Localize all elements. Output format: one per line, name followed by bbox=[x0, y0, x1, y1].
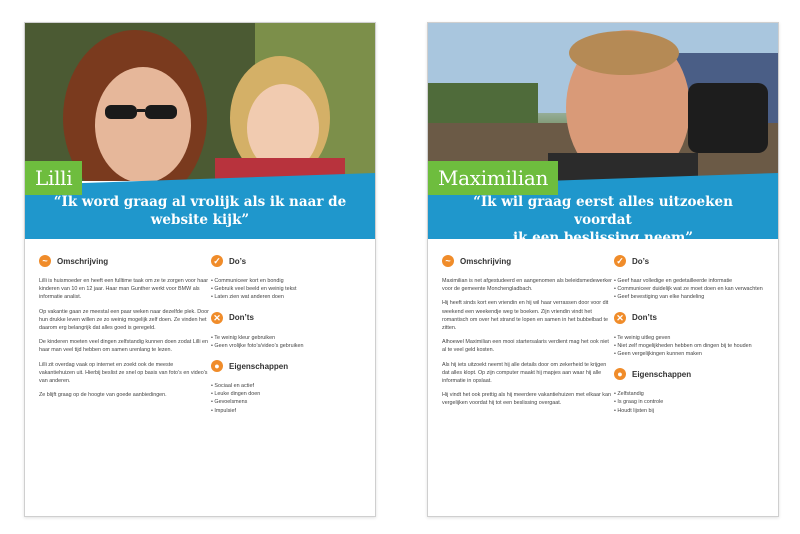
omschrijving-title: Omschrijving bbox=[57, 256, 109, 266]
traits-column bbox=[614, 255, 766, 425]
list-item: • Te weinig kleur gebruiken bbox=[211, 334, 363, 342]
list-item: • Geef haar volledige en gedetailleerde informatie bbox=[614, 277, 766, 285]
description-paragraph: Maximilian is net afgestudeerd en aangenomen als beleidsmedewerker voor de gemeente Monchengladbach. bbox=[442, 278, 612, 293]
photo-illustration bbox=[25, 23, 375, 181]
eigenschappen-list bbox=[211, 382, 363, 415]
list-item: • Geen vergelijkingen kunnen maken bbox=[614, 350, 766, 358]
quote-line-1: “Ik wil graag eerst alles uitzoeken voordat bbox=[473, 194, 733, 228]
description-paragraph: Ze blijft graag op de hoogte van goede aanbiedingen. bbox=[39, 392, 167, 399]
dos-list bbox=[614, 277, 766, 302]
donts-title: Don’ts bbox=[632, 313, 657, 323]
list-item: • Te weinig uitleg geven bbox=[614, 334, 766, 342]
check-icon: ✓ bbox=[211, 255, 223, 267]
persona-photo bbox=[428, 23, 778, 181]
description-paragraph: Alhoewel Maximilian een mooi startersalaris verdient mag het ook niet al te veel geld kosten. bbox=[442, 339, 609, 354]
omschrijving-title: Omschrijving bbox=[460, 256, 512, 266]
quote-line-1: “Ik word graag al vrolijk als ik naar de bbox=[53, 194, 347, 210]
list-item: • Geef bevestiging van elke handeling bbox=[614, 293, 766, 301]
description-paragraph: De kinderen moeten veel dingen zelfstandig kunnen doen zodat Lilli en haar man veel tijd hebben om samen urenlang te lezen. bbox=[39, 339, 209, 354]
dos-title: Do’s bbox=[632, 256, 650, 266]
donts-title: Don’ts bbox=[229, 313, 254, 323]
description-paragraph: Hij vindt het ook prettig als hij meerdere vakantiehuizen met elkaar kan vergelijken voordat hij tot een beslissing overgaat. bbox=[442, 392, 611, 407]
description-paragraph: Lilli zit overdag vaak op internet en zoekt ook de meeste vakantiehuizen uit. Hierbij beslist ze snel op basis van foto’s en video’s van anderen. bbox=[39, 361, 208, 385]
omschrijving-section bbox=[39, 255, 209, 405]
quote-line-2: website kijk” bbox=[150, 212, 250, 228]
list-item: • Gevoelsmens bbox=[211, 398, 363, 406]
description-paragraph: Als hij iets uitzoekt neemt hij alle details door om zekerheid te krijgen dat alles klopt. Op zijn computer maakt hij mapjes aan waar hij alle informatie in opslaat. bbox=[442, 361, 607, 385]
list-item: • Communiceer duidelijk wat ze moet doen en kan verwachten bbox=[614, 285, 766, 293]
list-item: • Geen vrolijke foto’s/video’s gebruiken bbox=[211, 342, 363, 350]
list-item: • Is graag in controle bbox=[614, 398, 766, 406]
list-item: • Leuke dingen doen bbox=[211, 390, 363, 398]
dos-title: Do’s bbox=[229, 256, 247, 266]
speech-icon: ~ bbox=[39, 255, 51, 267]
list-item: • Houdt lijsten bij bbox=[614, 407, 766, 415]
list-item: • Niet zelf mogelijkheden hebben om dingen bij te houden bbox=[614, 342, 766, 350]
list-item: • Sociaal en actief bbox=[211, 382, 363, 390]
persona-name: Maximilian bbox=[428, 161, 558, 195]
donts-list bbox=[211, 334, 363, 350]
person-icon: ● bbox=[614, 368, 626, 380]
persona-name: Lilli bbox=[25, 161, 82, 195]
list-item: • Laten zien wat anderen doen bbox=[211, 293, 363, 301]
persona-card-maximilian bbox=[427, 22, 779, 517]
quote-line-2: ik een beslissing neem” bbox=[512, 230, 694, 246]
persona-card-lilli bbox=[24, 22, 376, 517]
list-item: • Communiceer kort en bondig bbox=[211, 277, 363, 285]
persona-quote bbox=[448, 193, 758, 247]
dos-list bbox=[211, 277, 363, 302]
eigenschappen-list bbox=[614, 390, 766, 415]
list-item: • Zelfstandig bbox=[614, 390, 766, 398]
list-item: • Gebruik veel beeld en weinig tekst bbox=[211, 285, 363, 293]
person-icon: ● bbox=[211, 360, 223, 372]
photo-illustration bbox=[428, 23, 778, 181]
cross-icon: ✕ bbox=[211, 312, 223, 324]
eigenschappen-title: Eigenschappen bbox=[229, 361, 289, 371]
persona-photo bbox=[25, 23, 375, 181]
description-paragraph: Op vakantie gaan ze meestal een paar weken naar dezelfde plek. Door hun drukke leven willen ze zo weinig mogelijk zelf doen. Ze vinden het daarom erg belangrijk dat alles goed is geregeld. bbox=[39, 308, 209, 332]
donts-list bbox=[614, 334, 766, 359]
cross-icon: ✕ bbox=[614, 312, 626, 324]
traits-column bbox=[211, 255, 363, 425]
description-paragraph: Lilli is huismoeder en heeft een fulltime taak om ze te zorgen voor haar kinderen van 10 en 12 jaar. Haar man Gunther werkt voor BMW als informatie analist. bbox=[39, 278, 208, 301]
description-paragraph: Hij heeft sinds kort een vriendin en hij wil haar verrassen door voor dit weekend een weekendje weg te boeken. Zijn vriendin vindt het romantisch om over het strand te lopen en samen in het bubbelbad te zitten. bbox=[442, 300, 609, 332]
speech-icon: ~ bbox=[442, 255, 454, 267]
eigenschappen-title: Eigenschappen bbox=[632, 369, 692, 379]
list-item: • Impulsief bbox=[211, 407, 363, 415]
persona-quote bbox=[45, 193, 355, 229]
omschrijving-section bbox=[442, 255, 612, 414]
check-icon: ✓ bbox=[614, 255, 626, 267]
